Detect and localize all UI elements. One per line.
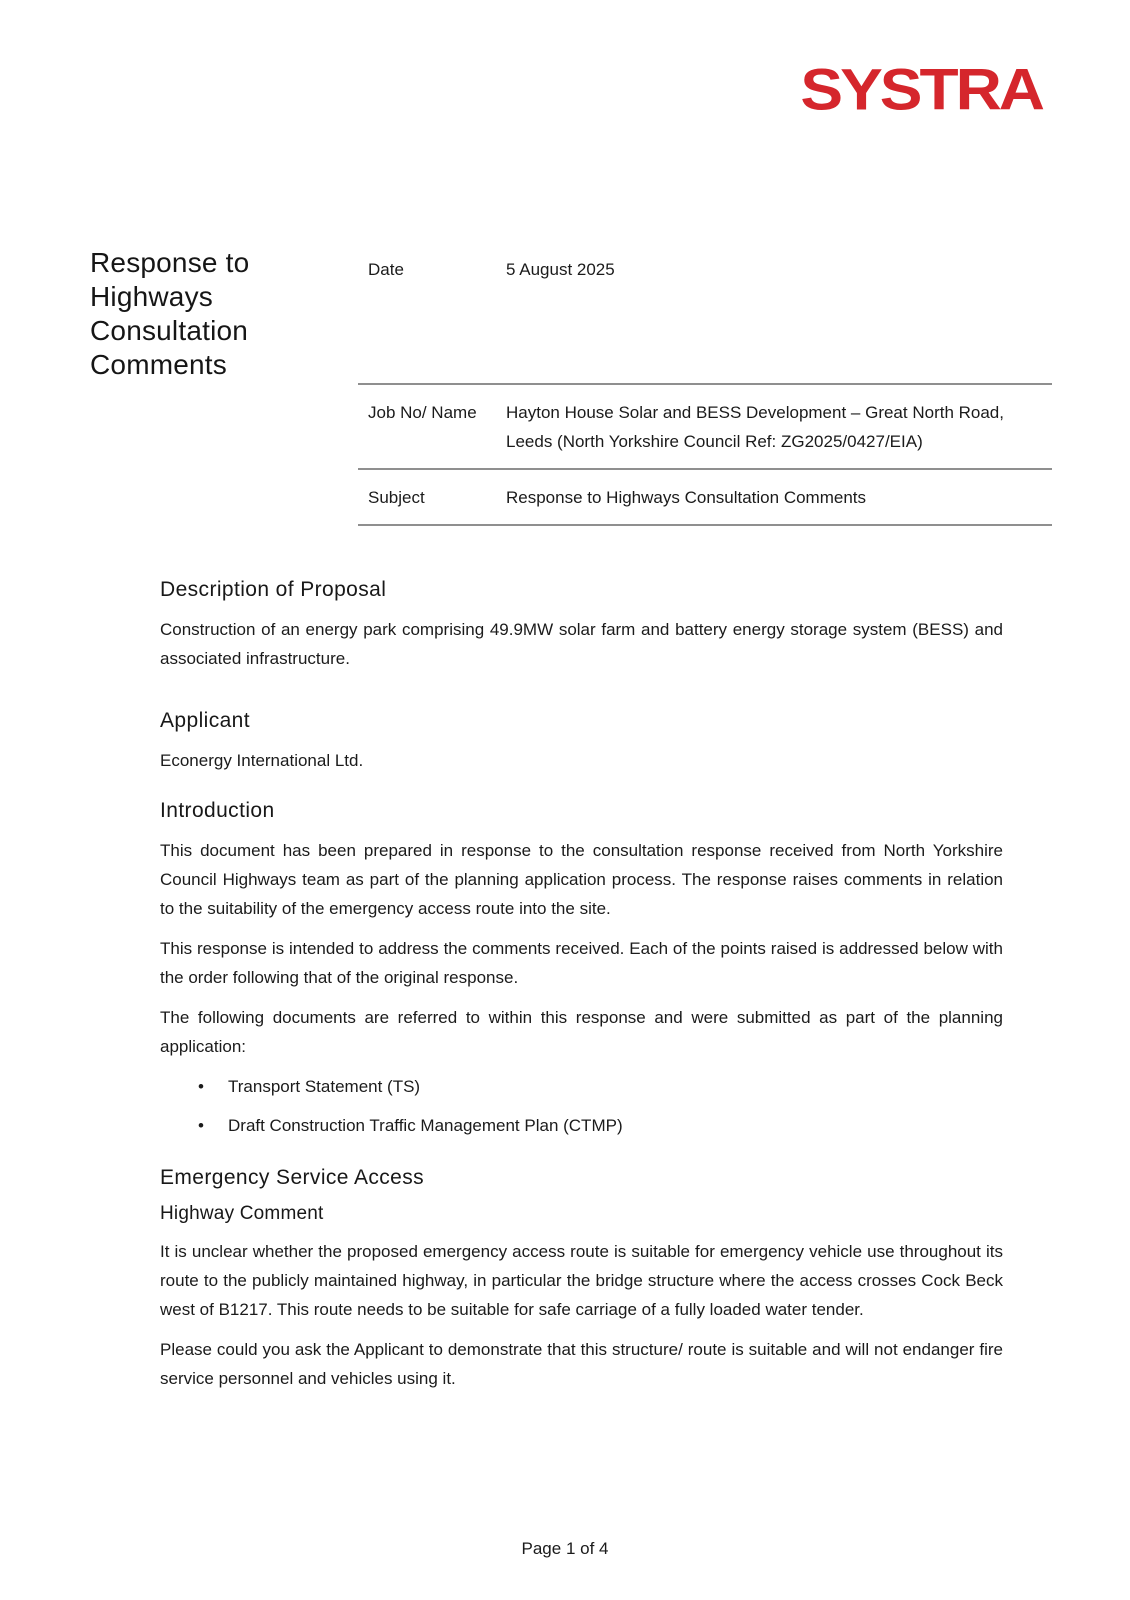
bullet-item-label: Transport Statement (TS) (228, 1077, 421, 1096)
section-heading: Introduction (160, 799, 275, 822)
field-label: Subject (368, 488, 425, 507)
section-applicant (160, 709, 1003, 775)
paragraph: Please could you ask the Applicant to demonstrate that this structure/ route is suitable and will not endanger fire service personnel and vehicles using it. (160, 1340, 1003, 1388)
info-row-subject (358, 470, 1052, 526)
field-label: Job No/ Name (368, 403, 477, 422)
field-value: Response to Highways Consultation Comments (506, 488, 867, 507)
section-heading: Emergency Service Access (160, 1166, 425, 1189)
info-table (358, 250, 1052, 526)
bullet-item (160, 1072, 1003, 1101)
paragraph: The following documents are referred to within this response and were submitted as part of the planning application: (160, 1008, 1003, 1056)
info-row-job (358, 385, 1052, 470)
section-description-of-proposal (160, 578, 1003, 673)
bullet-list (160, 1072, 1003, 1140)
paragraph: This document has been prepared in response to the consultation response received from North Yorkshire Council Highways team as part of the planning application process. The response raises comments in relation to the suitability of the emergency access route into the site. (160, 841, 1003, 918)
section-heading: Applicant (160, 709, 250, 732)
systra-logo: SYSTRA (800, 56, 1042, 123)
page-footer (0, 1538, 1130, 1560)
paragraph: Construction of an energy park comprising 49.9MW solar farm and battery energy storage system (BESS) and associated infrastructure. (160, 620, 1003, 668)
section-introduction (160, 799, 1003, 1140)
paragraph: Econergy International Ltd. (160, 751, 364, 770)
bullet-item (160, 1111, 1003, 1140)
bullet-item-label: Draft Construction Traffic Management Plan (CTMP) (228, 1116, 623, 1135)
paragraph: It is unclear whether the proposed emergency access route is suitable for emergency vehicle use throughout its route to the publicly maintained highway, in particular the bridge structure where the access crosses Cock Beck west of B1217. This route needs to be suitable for safe carriage of a fully loaded water tender. (160, 1242, 1003, 1319)
document-title: Response to Highways Consultation Comments (90, 247, 250, 380)
section-emergency-service-access (160, 1166, 1003, 1393)
document-body (160, 578, 1003, 1404)
info-row-date (358, 250, 1052, 385)
field-value: 5 August 2025 (506, 260, 615, 279)
section-subheading: Highway Comment (160, 1203, 324, 1224)
field-value: Hayton House Solar and BESS Development – Great North Road, Leeds (North Yorkshire Council Ref: ZG2025/0427/EIA) (506, 403, 1004, 451)
section-heading: Description of Proposal (160, 578, 387, 601)
page-number: Page 1 of 4 (521, 1539, 609, 1558)
paragraph: This response is intended to address the comments received. Each of the points raised is addressed below with the order following that of the original response. (160, 939, 1003, 987)
field-label: Date (368, 260, 404, 279)
